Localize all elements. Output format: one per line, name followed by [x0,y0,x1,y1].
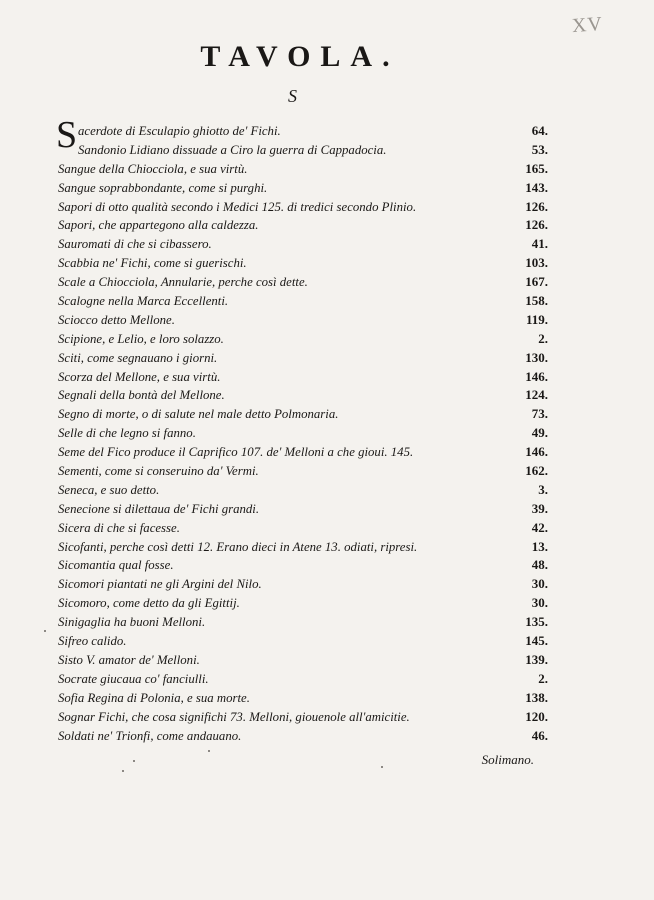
entry-page-number: 46. [531,727,548,743]
index-entry [58,708,548,727]
entry-text: Sicomori piantati ne gli Argini del Nilo. [58,577,262,592]
entry-text: Sapori di otto qualità secondo i Medici 125. di tredici secondo Plinio. [58,199,417,214]
entry-text: Sinigaglia ha buoni Melloni. [58,615,206,630]
entry-text: Sisto V. amator de' Melloni. [58,652,200,667]
index-entry [58,556,548,575]
entry-text: Sapori, che appartegono alla caldezza. [58,218,259,233]
entry-text: Sicera di che si facesse. [58,520,180,535]
entry-text: Segno di morte, o di salute nel male detto Polmonaria. [58,407,339,422]
entry-page-number: 42. [531,519,548,535]
entry-page-number: 130. [525,349,548,365]
drop-cap: S [56,114,78,156]
entry-page-number: 126. [525,217,548,233]
index-entry [58,500,548,519]
index-entry [58,727,548,746]
index-entry [58,689,548,708]
index-entry [58,179,548,198]
entry-page-number: 120. [525,708,548,724]
index-entry [58,235,548,254]
index-entry [58,481,548,500]
entry-page-number: 165. [525,160,548,176]
index-entry [58,424,548,443]
entry-page-number: 64. [531,123,548,138]
index-entry [58,632,548,651]
index-entry [58,141,548,160]
index-entry [58,670,548,689]
entry-page-number: 146. [525,368,548,384]
entry-text: Scorza del Mellone, e sua virtù. [58,369,221,384]
entry-page-number: 49. [531,425,548,441]
index-entry [58,292,548,311]
index-entry [58,368,548,387]
index-entries [56,114,548,745]
index-entry [58,216,548,235]
entry-text: Scale a Chiocciola, Annularie, perche così dette. [58,275,308,290]
index-entry [58,160,548,179]
entry-page-number: 146. [525,444,548,460]
entry-text: Sciocco detto Mellone. [58,312,175,327]
entry-text: Socrate giucaua co' fanciulli. [58,671,209,686]
entry-text: Seme del Fico produce il Caprifico 107. de' Melloni a che gioui. 145. [58,445,414,460]
entry-page-number: 143. [525,179,548,195]
index-entry [58,330,548,349]
index-entry [58,386,548,405]
index-entry [58,273,548,292]
entry-page-number: 2. [538,670,548,686]
entry-page-number: 2. [538,330,548,346]
entry-text: Scabbia ne' Fichi, come si guerischi. [58,256,247,271]
index-entry [58,519,548,538]
entry-text: Sicomoro, come detto da gli Egittij. [58,596,240,611]
index-entry [58,254,548,273]
index-entry [58,443,548,462]
entry-page-number: 48. [531,557,548,573]
entry-text: Scalogne nella Marca Eccellenti. [58,294,229,309]
entry-text: Scipione, e Lelio, e loro solazzo. [58,331,224,346]
entry-page-number: 73. [531,406,548,422]
entry-text: Sandonio Lidiano dissuade a Ciro la guerra di Cappadocia. [78,142,387,157]
entry-page-number: 103. [525,255,548,271]
entry-page-number: 162. [525,463,548,479]
entry-page-number: 126. [525,198,548,214]
section-letter: S [288,86,297,106]
entry-text: Sciti, come segnauano i giorni. [58,350,218,365]
entry-text: Segnali della bontà del Mellone. [58,388,225,403]
index-entry [58,575,548,594]
index-entry [58,594,548,613]
index-entry [58,349,548,368]
entry-text: Senecione si dilettaua de' Fichi grandi. [58,501,260,516]
entry-text: Selle di che legno si fanno. [58,426,196,441]
entry-text: Sangue della Chiocciola, e sua virtù. [58,161,248,176]
corner-annotation: XV [571,12,604,38]
index-entry [58,311,548,330]
entry-page-number: 138. [525,689,548,705]
entry-text: Sicofanti, perche così detti 12. Erano dieci in Atene 13. odiati, ripresi. [58,539,418,554]
index-entry [58,651,548,670]
catchword: Solimano. [481,752,534,767]
entry-page-number: 119. [525,311,548,327]
entry-page-number: 30. [531,595,548,611]
entry-page-number: 167. [525,274,548,290]
entry-text: Soldati ne' Trionfi, come andauano. [58,728,242,743]
entry-page-number: 145. [525,633,548,649]
entry-text: acerdote di Esculapio ghiotto de' Fichi. [78,124,281,138]
entry-text: Sifreo calido. [58,634,127,649]
entry-page-number: 41. [531,236,548,252]
entry-page-number: 13. [531,538,548,554]
entry-page-number: 158. [525,293,548,309]
entry-text: Sementi, come si conseruino da' Vermi. [58,464,259,479]
index-entry [58,613,548,632]
entry-page-number: 53. [531,141,548,157]
entry-page-number: 39. [531,500,548,516]
entry-text: Sangue soprabbondante, come si purghi. [58,180,268,195]
index-entry [58,198,548,217]
index-entry [58,462,548,481]
entry-text: Sicomantia qual fosse. [58,558,174,573]
entry-page-number: 139. [525,651,548,667]
entry-text: Sauromati di che si cibassero. [58,237,212,252]
page-title: TAVOLA. [200,40,400,73]
entry-text: Seneca, e suo detto. [58,482,160,497]
index-entry [58,538,548,557]
index-entry [58,405,548,424]
entry-text: Sognar Fichi, che cosa significhi 73. Melloni, giouenole all'amicitie. [58,709,410,724]
entry-text: Sofia Regina di Polonia, e sua morte. [58,690,250,705]
entry-page-number: 124. [525,387,548,403]
entry-page-number: 30. [531,576,548,592]
entry-page-number: 3. [538,481,548,497]
entry-page-number: 135. [525,614,548,630]
